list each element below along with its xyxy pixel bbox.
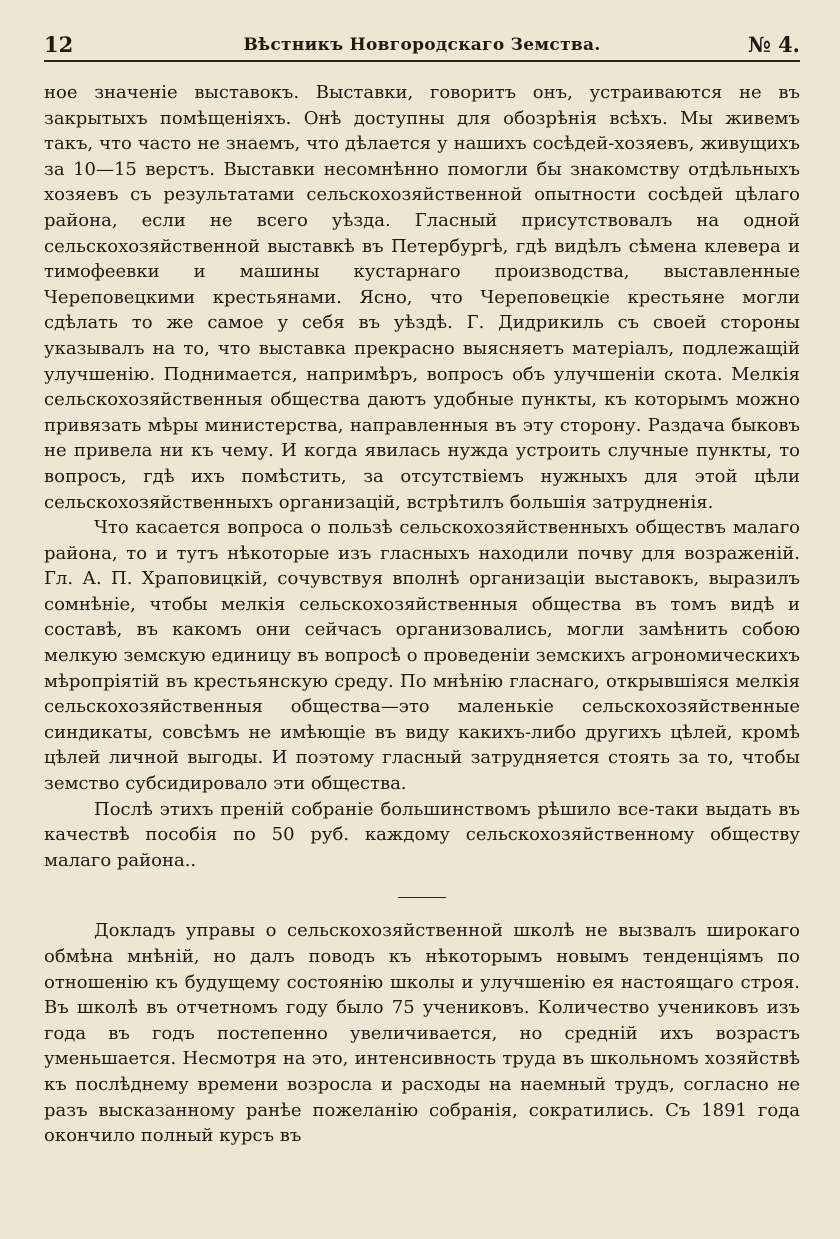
paragraph-3: Послѣ этихъ преній собраніе большинствомъ рѣшило все-таки выдать въ качествѣ пособія по 50 руб. каждому сельскохозяйственному обществу малаго района.. [44, 798, 800, 871]
paragraph-2: Что касается вопроса о пользѣ сельскохозяйственныхъ обществъ малаго района, то и тутъ нѣкоторые изъ гласныхъ находили почву для возраженій. Гл. А. П. Храповицкій, сочувствуя вполнѣ организаціи выставокъ, выразилъ сомнѣніе, чтобы мелкія сельскохозяйственныя общества въ томъ видѣ и составѣ, въ какомъ они сейчасъ организовались, могли замѣнить собою мелкую земскую единицу въ вопросѣ о проведеніи земскихъ агрономическихъ мѣропріятій въ крестьянскую среду. По мнѣнію гласнаго, открывшіяся мелкія сельскохозяйственныя общества—это маленькіе сельскохозяйственные синдикаты, совсѣмъ не имѣющіе въ виду какихъ-либо другихъ цѣлей, кромѣ цѣлей личной выгоды. И поэтому гласный затрудняется стоять за то, чтобы земство субсидировало эти общества. [44, 517, 800, 795]
running-header [44, 30, 800, 62]
issue-number: № 4. [747, 32, 800, 57]
body-text [44, 80, 800, 1149]
paragraph-1: ное значеніе выставокъ. Выставки, говоритъ онъ, устраиваются не въ закрытыхъ помѣщеніяхъ. Онѣ доступны для обозрѣнія всѣхъ. Мы живемъ такъ, что часто не знаемъ, что дѣлается у нашихъ сосѣдей-хозяевъ, живущихъ за 10—15 верстъ. Выставки несомнѣнно помогли бы знакомству отдѣльныхъ хозяевъ съ результатами сельскохозяйственной опытности сосѣдей цѣлаго района, если не всего уѣзда. Гласный присутствовалъ на одной сельскохозяйственной выставкѣ въ Петербургѣ, гдѣ видѣлъ сѣмена клевера и тимофеевки и машины кустарнаго производства, выставленные Череповецкими крестьянами. Ясно, что Череповецкіе крестьяне могли сдѣлать то же самое у себя въ уѣздѣ. Г. Дидрикиль съ своей стороны указывалъ на то, что выставка прекрасно выясняетъ матеріалъ, подлежащій улучшенію. Поднимается, напримѣръ, вопросъ объ улучшеніи скота. Мелкія сельскохозяйственныя общества даютъ удобные пункты, къ которымъ можно привязать мѣры министерства, направленныя въ эту сторону. Раздача быковъ не привела ни къ чему. И когда явилась нужда устроить случные пункты, то вопросъ, гдѣ ихъ помѣстить, за отсутствіемъ нужныхъ для этой цѣли сельскохозяйственныхъ организацій, встрѣтилъ большія затрудненія. [44, 82, 800, 513]
paragraph-4: Докладъ управы о сельскохозяйственной школѣ не вызвалъ широкаго обмѣна мнѣній, но далъ поводъ къ нѣкоторымъ новымъ тенденціямъ по отношенію къ будущему состоянію школы и улучшенію ея настоящаго строя. Въ школѣ въ отчетномъ году было 75 учениковъ. Количество учениковъ изъ года въ годъ постепенно увеличивается, но средній ихъ возрастъ уменьшается. Несмотря на это, интенсивность труда въ школьномъ хозяйствѣ къ послѣднему времени возросла и расходы на наемный трудъ, согласно не разъ высказанному ранѣе пожеланію собранія, сократились. Съ 1891 года окончило полный курсъ въ [44, 920, 800, 1147]
section-separator [398, 897, 446, 898]
page-number: 12 [44, 32, 74, 57]
journal-title: Вѣстникъ Новгородскаго Земства. [243, 35, 601, 55]
